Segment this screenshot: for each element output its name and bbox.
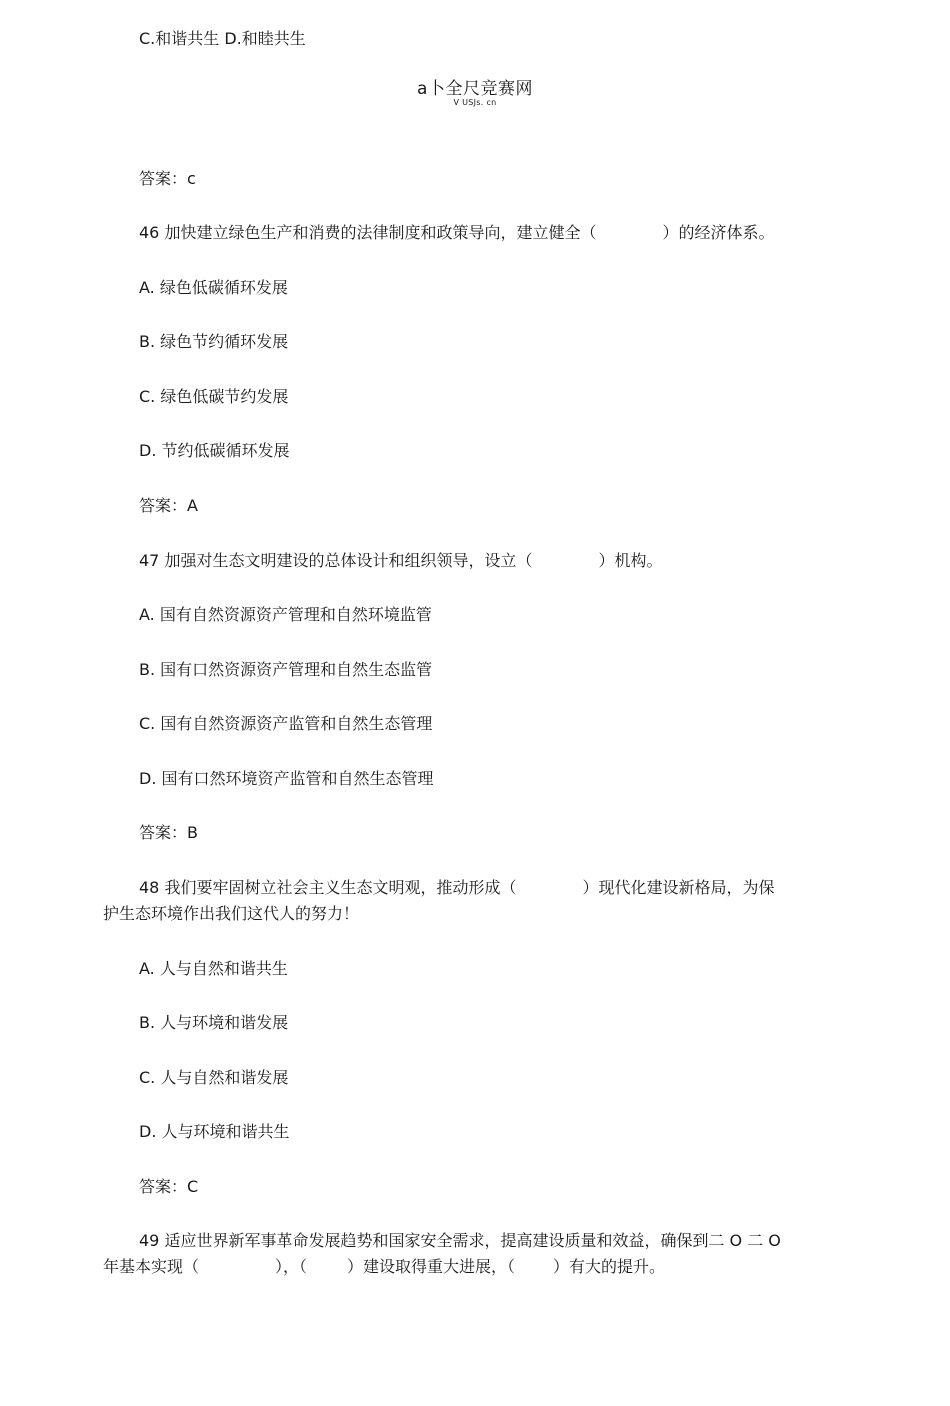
q48-stem-continued: 护生态环境作出我们这代人的努力！ <box>103 904 360 923</box>
q49-stem: 49 适应世界新军事革命发展趋势和国家安全需求，提高建设质量和效益，确保到二 O 二 O <box>139 1231 781 1250</box>
q47-option-a: A. 国有自然资源资产管理和自然环境监管 <box>139 605 432 624</box>
previous-options-line: C.和谐共生 D.和睦共生 <box>139 29 306 48</box>
q48-option-c: C. 人与自然和谐发展 <box>139 1068 289 1087</box>
q47-option-c: C. 国有自然资源资产监管和自然生态管理 <box>139 714 433 733</box>
q48-option-d: D. 人与环境和谐共生 <box>139 1122 290 1141</box>
q49-stem-part3: ）建设取得重大进展，（ <box>347 1257 516 1276</box>
q48-option-a: A. 人与自然和谐共生 <box>139 959 288 978</box>
q46-option-a: A. 绿色低碳循环发展 <box>139 278 288 297</box>
q46-answer: 答案：A <box>139 496 198 515</box>
q46-stem-part2: ）的经济体系。 <box>662 223 775 242</box>
q47-stem <box>139 551 662 571</box>
q48-stem-part2: ）现代化建设新格局，为保 <box>582 878 775 897</box>
q46-option-c: C. 绿色低碳节约发展 <box>139 387 289 406</box>
q49-stem-part1: 年基本实现（ <box>103 1257 200 1276</box>
q47-stem-part2: ）机构。 <box>598 551 663 570</box>
q46-option-b: B. 绿色节约循环发展 <box>139 332 289 351</box>
q47-option-b: B. 国有口然资源资产管理和自然生态监管 <box>139 660 433 679</box>
q46-option-d: D. 节约低碳循环发展 <box>139 441 290 460</box>
q46-stem-part1: 46 加快建立绿色生产和消费的法律制度和政策导向，建立健全（ <box>139 223 597 242</box>
q48-answer: 答案：C <box>139 1177 199 1196</box>
q47-stem-part1: 47 加强对生态文明建设的总体设计和组织领导，设立（ <box>139 551 533 570</box>
q46-stem <box>139 223 774 243</box>
q49-stem-continued <box>103 1257 665 1277</box>
q48-stem <box>139 878 774 898</box>
logo-sub-text: V USJs. cn <box>453 98 497 107</box>
q48-option-b: B. 人与环境和谐发展 <box>139 1013 289 1032</box>
q45-answer: 答案：c <box>139 169 196 188</box>
q48-stem-part1: 48 我们要牢固树立社会主义生态文明观，推动形成（ <box>139 878 517 897</box>
q49-stem-part4: ）有大的提升。 <box>553 1257 666 1276</box>
watermark-logo <box>0 78 950 108</box>
logo-main-text: a卜全尺竞赛网 <box>417 79 533 99</box>
q49-stem-part2: ），（ <box>275 1257 308 1276</box>
q47-answer: 答案：B <box>139 823 198 842</box>
q47-option-d: D. 国有口然环境资产监管和自然生态管理 <box>139 769 434 788</box>
